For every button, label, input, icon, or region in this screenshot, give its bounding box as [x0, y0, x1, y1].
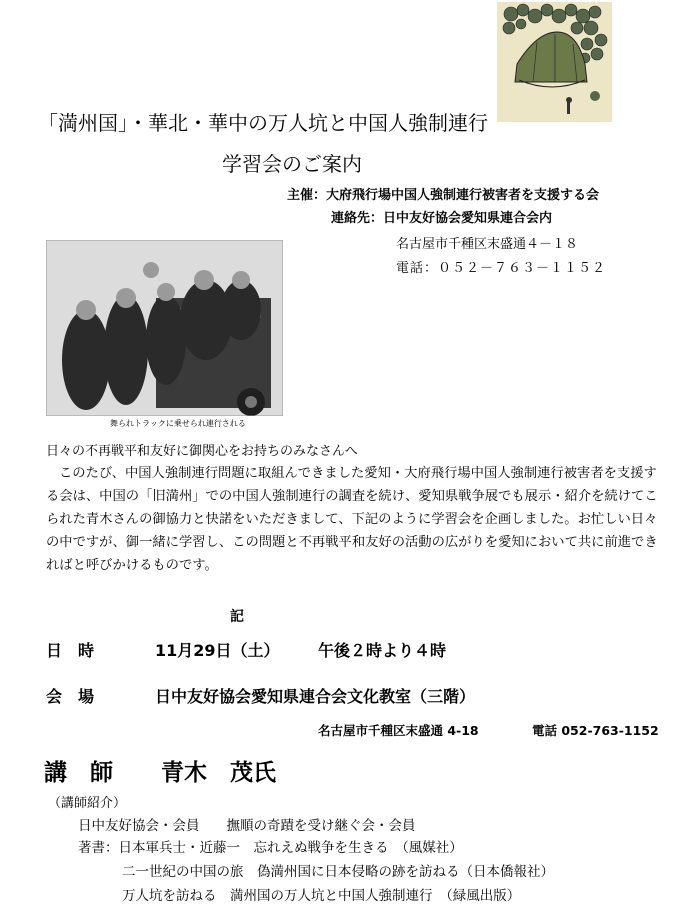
venue-name: 日中友好協会愛知県連合会文化教室（三階） — [155, 687, 476, 706]
photo-caption: 舞られトラックに乗せられ連行される — [110, 419, 246, 428]
venue-address: 名古屋市千種区末盛通 4-18 — [318, 723, 479, 738]
venue-label: 会 場 — [46, 687, 95, 706]
lecturer-intro-line: 著書：日本軍兵士・近藤一 忘れえぬ戦争を生きる （風媒社） — [78, 840, 463, 856]
lecturer-label: 講 師 — [44, 759, 113, 786]
datetime-label: 日 時 — [46, 641, 95, 660]
lecturer-intro-heading: （講師紹介） — [48, 796, 127, 811]
organizer-host: 主催：大府飛行場中国人強制連行被害者を支援する会 — [287, 188, 600, 203]
historical-photo — [46, 240, 283, 416]
organizer-contact: 連絡先：日中友好協会愛知県連合会内 — [331, 211, 553, 226]
venue-phone: 電話 052-763-1152 — [532, 723, 659, 738]
event-date: 11月29日（土） — [155, 641, 280, 660]
ki-heading: 記 — [230, 609, 244, 625]
document-subtitle: 学習会のご案内 — [222, 152, 362, 176]
organizer-address: 名古屋市千種区末盛通４－１８ — [396, 237, 579, 252]
letter-body — [46, 462, 666, 577]
document-title: 「満州国」・華北・華中の万人坑と中国人強制連行 — [38, 111, 488, 135]
greeting-line: 日々の不再戦平和友好に御関心をお持ちのみなさんへ — [46, 444, 358, 459]
organizer-phone: 電話：０５２－７６３－１１５２ — [396, 261, 607, 276]
lecturer-intro-line: 二一世紀の中国の旅 偽満州国に日本侵略の跡を訪ねる（日本僑報社） — [122, 864, 554, 880]
body-paragraph: このたび、中国人強制連行問題に取組んできました愛知・大府飛行場中国人強制連行被害者を支援する会は、中国の「旧満州」での中国人強制連行の調査を続け、愛知県戦争展でも展示・紹介を続けてこられた青木さんの御協力と快諾をいただきまして、下記のように学習会を企画しました。お忙しい日々の中ですが、御一緒に学習し、この問題と不再戦平和友好の活動の広がりを愛知において共に前進できればと呼びかけるものです。 — [46, 466, 658, 573]
lecturer-intro-line: 万人坑を訪ねる 満州国の万人坑と中国人強制連行 （緑風出版） — [122, 888, 521, 904]
lecturer-name: 青木 茂氏 — [161, 759, 276, 786]
lecturer-intro-line: 日中友好協会・会員 撫順の奇蹟を受け継ぐ会・会員 — [78, 818, 416, 834]
tent-tree-illustration — [497, 2, 612, 122]
event-time: 午後２時より４時 — [318, 641, 447, 660]
